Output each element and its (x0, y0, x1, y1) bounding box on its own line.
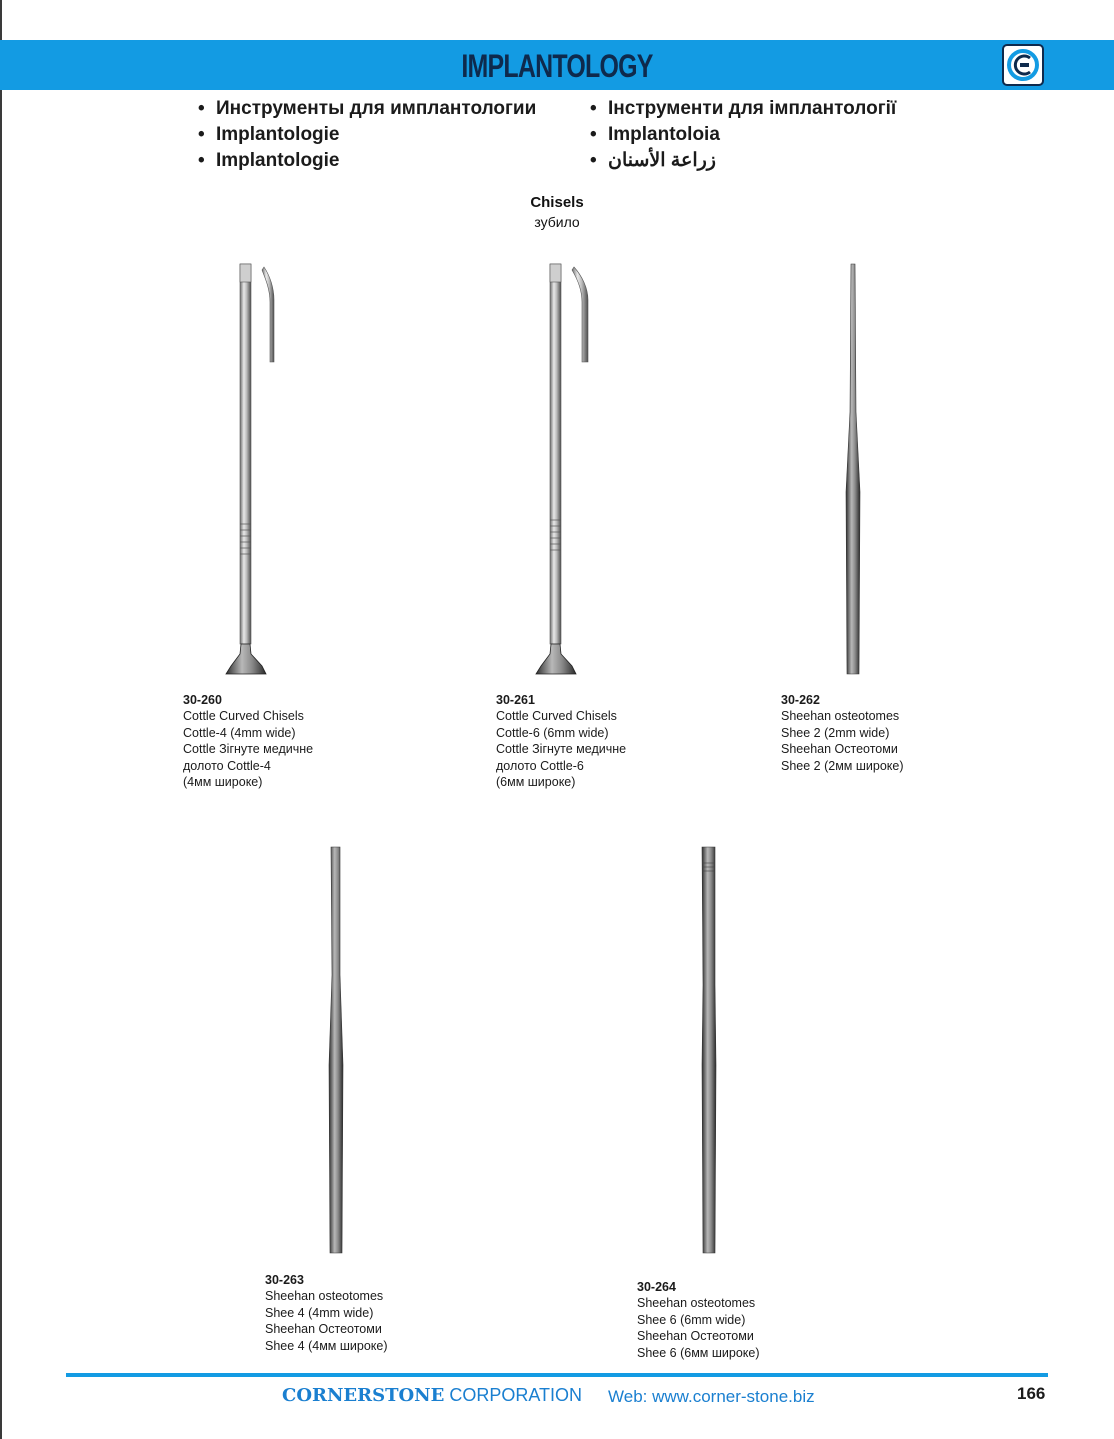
product-line: (4мм широке) (183, 775, 263, 790)
product-line: Cottle Зігнуте медичне (496, 742, 627, 757)
cornerstone-logo-icon (1002, 44, 1044, 86)
product-line: Cottle-4 (4mm wide) (183, 725, 296, 740)
sheehan-osteotome-4-image (322, 845, 350, 1257)
page-title: IMPLANTOLOGY (461, 48, 653, 84)
footer-company-name: CORNERSTONE CORPORATION (282, 1385, 583, 1406)
product-line: Cottle Curved Chisels (183, 709, 304, 724)
product-code: 30-263 (265, 1273, 304, 1287)
product-line: Shee 2 (2мм широке) (781, 758, 904, 773)
product-code: 30-261 (496, 693, 535, 707)
product-line: долото Cottle-4 (183, 758, 271, 773)
subtitle-list-right (590, 96, 896, 174)
sheehan-osteotome-2-image (840, 262, 866, 678)
product-caption-30-262 (781, 692, 904, 774)
product-line: долото Cottle-6 (496, 758, 584, 773)
product-code: 30-264 (637, 1280, 676, 1294)
product-line: Shee 6 (6мм широке) (637, 1345, 760, 1360)
cottle-chisel-6-image (532, 262, 602, 680)
product-caption-30-260 (183, 692, 313, 790)
product-line: Sheehan Остеотоми (781, 742, 898, 757)
product-line: Shee 4 (4мм широке) (265, 1338, 388, 1353)
section-title: Chisels (530, 194, 584, 211)
subtitle-list-left (198, 96, 536, 174)
product-line: Sheehan osteotomes (265, 1289, 384, 1304)
subtitle-item: • Implantologie (198, 124, 340, 145)
product-line: Sheehan osteotomes (637, 1296, 756, 1311)
product-code: 30-262 (781, 693, 820, 707)
cottle-chisel-4-image (222, 262, 292, 680)
product-line: Shee 6 (6mm wide) (637, 1312, 746, 1327)
subtitle-item: • Інструменти для імплантології (590, 98, 897, 119)
page-frame-edge (0, 0, 2, 1439)
product-line: Cottle Curved Chisels (496, 709, 617, 724)
footer-website: Web: www.corner-stone.biz (608, 1387, 815, 1406)
product-code: 30-260 (183, 693, 222, 707)
subtitle-item: • Инструменты для имплантологии (198, 98, 537, 119)
page-number: 166 (1017, 1384, 1046, 1403)
product-caption-30-264 (637, 1279, 760, 1361)
section-subtitle: зубило (534, 214, 580, 230)
product-line: (6мм широке) (496, 775, 576, 790)
footer-divider (66, 1373, 1048, 1377)
product-caption-30-261 (496, 692, 626, 790)
subtitle-item: • زراعة الأسنان (590, 150, 716, 171)
product-line: Sheehan Остеотоми (265, 1322, 382, 1337)
product-line: Sheehan Остеотоми (637, 1329, 754, 1344)
sheehan-osteotome-6-image (694, 845, 724, 1257)
subtitle-item: • Implantoloia (590, 124, 720, 145)
product-line: Shee 4 (4mm wide) (265, 1305, 374, 1320)
product-caption-30-263 (265, 1272, 388, 1354)
product-line: Sheehan osteotomes (781, 709, 900, 724)
product-line: Cottle-6 (6mm wide) (496, 725, 609, 740)
subtitle-item: • Implantologie (198, 150, 340, 171)
product-line: Cottle Зігнуте медичне (183, 742, 314, 757)
product-line: Shee 2 (2mm wide) (781, 725, 890, 740)
